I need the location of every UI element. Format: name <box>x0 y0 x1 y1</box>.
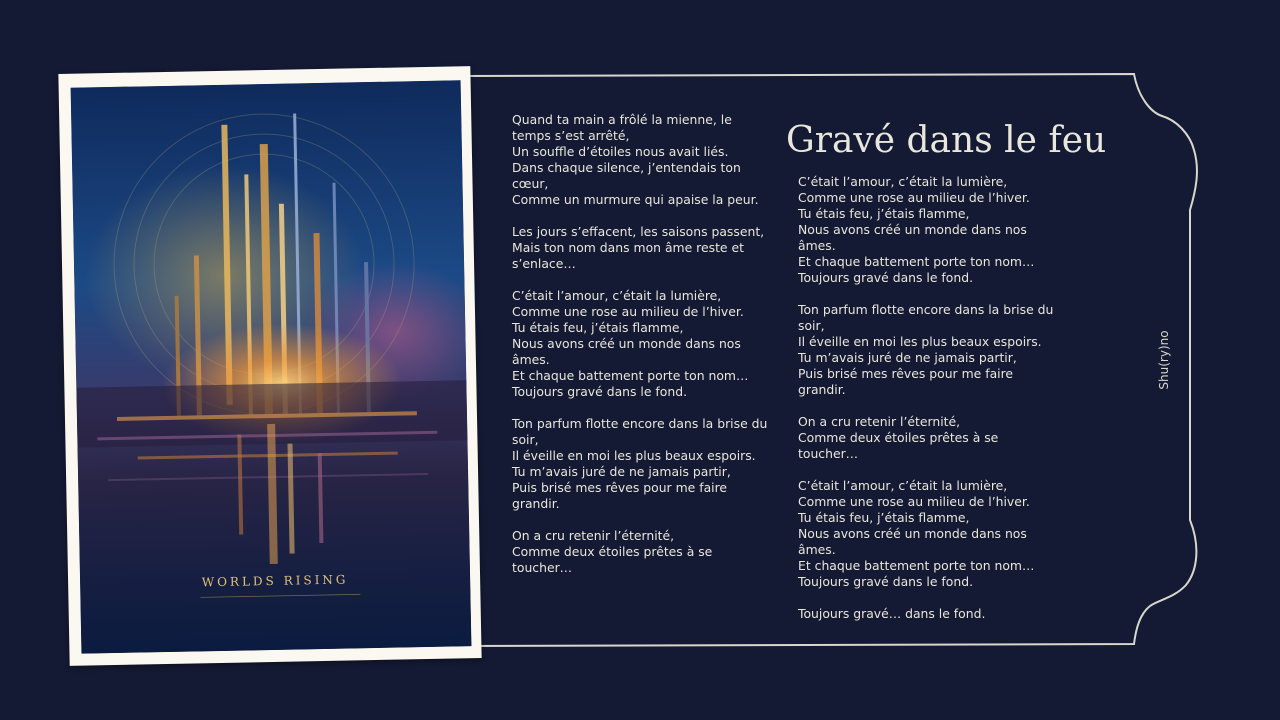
poem-title: Gravé dans le feu <box>786 120 1107 161</box>
artwork-polaroid <box>58 66 481 666</box>
artwork-image <box>71 80 472 653</box>
author-signature: Shu(ry)no <box>1157 330 1171 390</box>
poem-column-left: Quand ta main a frôlé la mienne, le temps s’est arrêté, Un souffle d’étoiles nous avait liés. Dans chaque silence, j’entendais ton cœur, Comme un murmure qui apaise la peur. Les jours s’effacent, les saisons passent, Mais ton nom dans mon âme reste et s’enlace… C’était l’amour, c’était la lumière, Comme une rose au milieu de l’hiver. Tu étais feu, j’étais flamme, Nous avons créé un monde dans nos âmes. Et chaque battement porte ton nom… Toujours gravé dans le fond. Ton parfum flotte encore dans la brise du soir, Il éveille en moi les plus beaux espoirs. Tu m’avais juré de ne jamais partir, Puis brisé mes rêves pour me faire grandir. On a cru retenir l’éternité, Comme deux étoiles prêtes à se toucher… <box>512 112 768 575</box>
poem-column-right: C’était l’amour, c’était la lumière, Comme une rose au milieu de l’hiver. Tu étais feu, j’étais flamme, Nous avons créé un monde dans nos âmes. Et chaque battement porte ton nom… Toujours gravé dans le fond. Ton parfum flotte encore dans la brise du soir, Il éveille en moi les plus beaux espoirs. Tu m’avais juré de ne jamais partir, Puis brisé mes rêves pour me faire grandir. On a cru retenir l’éternité, Comme deux étoiles prêtes à se toucher… C’était l’amour, c’était la lumière, Comme une rose au milieu de l’hiver. Tu étais feu, j’étais flamme, Nous avons créé un monde dans nos âmes. Et chaque battement porte ton nom… Toujours gravé dans le fond. Toujours gravé… dans le fond. <box>798 174 1054 621</box>
artwork-caption: WORLDS RISING <box>201 572 349 590</box>
